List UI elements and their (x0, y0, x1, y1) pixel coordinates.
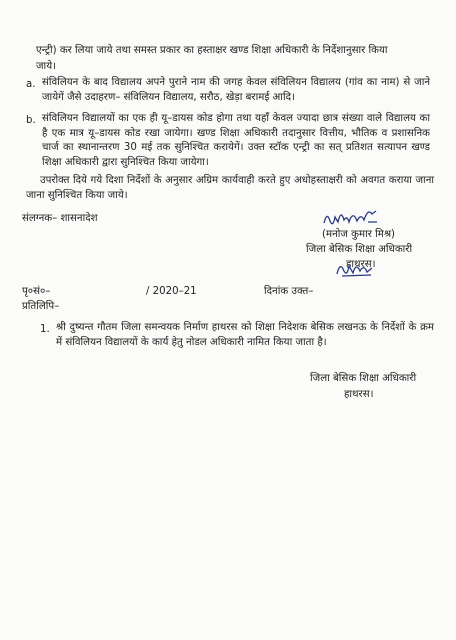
point-a-text: संविलियन के बाद विद्यालय अपने पुराने नाम की जगह केवल संविलियन विद्यालय (गांव का नाम) से जाने जायेगें जैसे उदाहरण– संविलियन विद्यालय, सरौठ, खेड़ा बरामई आदि। (42, 77, 430, 103)
copy-item-1-text: श्री दुष्यन्त गौतम जिला समन्वयक निर्माण हाथरस को शिक्षा निदेशक बेसिक लखनऊ के निर्देशों के क्रम में संविलियन विद्यालयों के कार्य हेतु नोडल अधिकारी नामित किया जाता है। (56, 322, 434, 348)
signatory-2-designation: जिला बेसिक शिक्षा अधिकारी (310, 373, 417, 384)
reference-number-label: पृ०सं०– (22, 286, 51, 297)
signatory-2-place: हाथरस। (344, 389, 374, 400)
signatory-1-place: हाथरस। (346, 259, 376, 270)
point-b-text: संविलियन विद्यालयों का एक ही यू–डायस कोड होगा तथा यहाँ केवल ज्यादा छात्र संख्या वाले विद्यालय का है एक मात्र यू–डायस कोड रखा जायेगा। खण्ड शिक्षा अधिकारी तदानुसार वित्तीय, भौतिक व प्रशासनिक चार्ज का स्थानान्तरण 30 मई तक सुनिश्चित करायेगें। उक्त स्टॉक एन्ट्री का सत् प्रतिशत सत्यापन खण्ड शिक्षा अधिकारी द्वारा सुनिश्चित किया जायेगा। (42, 113, 430, 168)
enclosure-note: संलग्नक– शासनादेश (22, 213, 98, 224)
point-b-marker: b. (26, 115, 36, 126)
signatory-1-designation: जिला बेसिक शिक्षा अधिकारी (306, 244, 413, 255)
reference-date-label: दिनांक उक्त– (264, 286, 314, 297)
handwritten-initials (334, 258, 378, 278)
continuation-line: एन्ट्री) कर लिया जाये तथा समस्त प्रकार का हस्ताक्षर खण्ड शिक्षा अधिकारी के निर्देशानुसार किया (36, 45, 388, 56)
copy-item-1-marker: 1. (40, 324, 50, 335)
point-a-marker: a. (26, 79, 36, 90)
reference-year: / 2020–21 (146, 286, 197, 297)
closing-paragraph: उपरोक्त दिये गये दिशा निर्देशों के अनुसार अग्रिम कार्यवाही करते हुए अधोहस्ताक्षरी को अवगत कराया जाना जाना सुनिश्चित किया जाये। (26, 175, 434, 201)
handwritten-signature-1 (322, 206, 380, 228)
continuation-line-end: जाये। (36, 61, 56, 72)
copy-to-label: प्रतिलिपि– (22, 301, 60, 312)
signatory-1-name: (मनोज कुमार मिश्र) (322, 229, 396, 240)
